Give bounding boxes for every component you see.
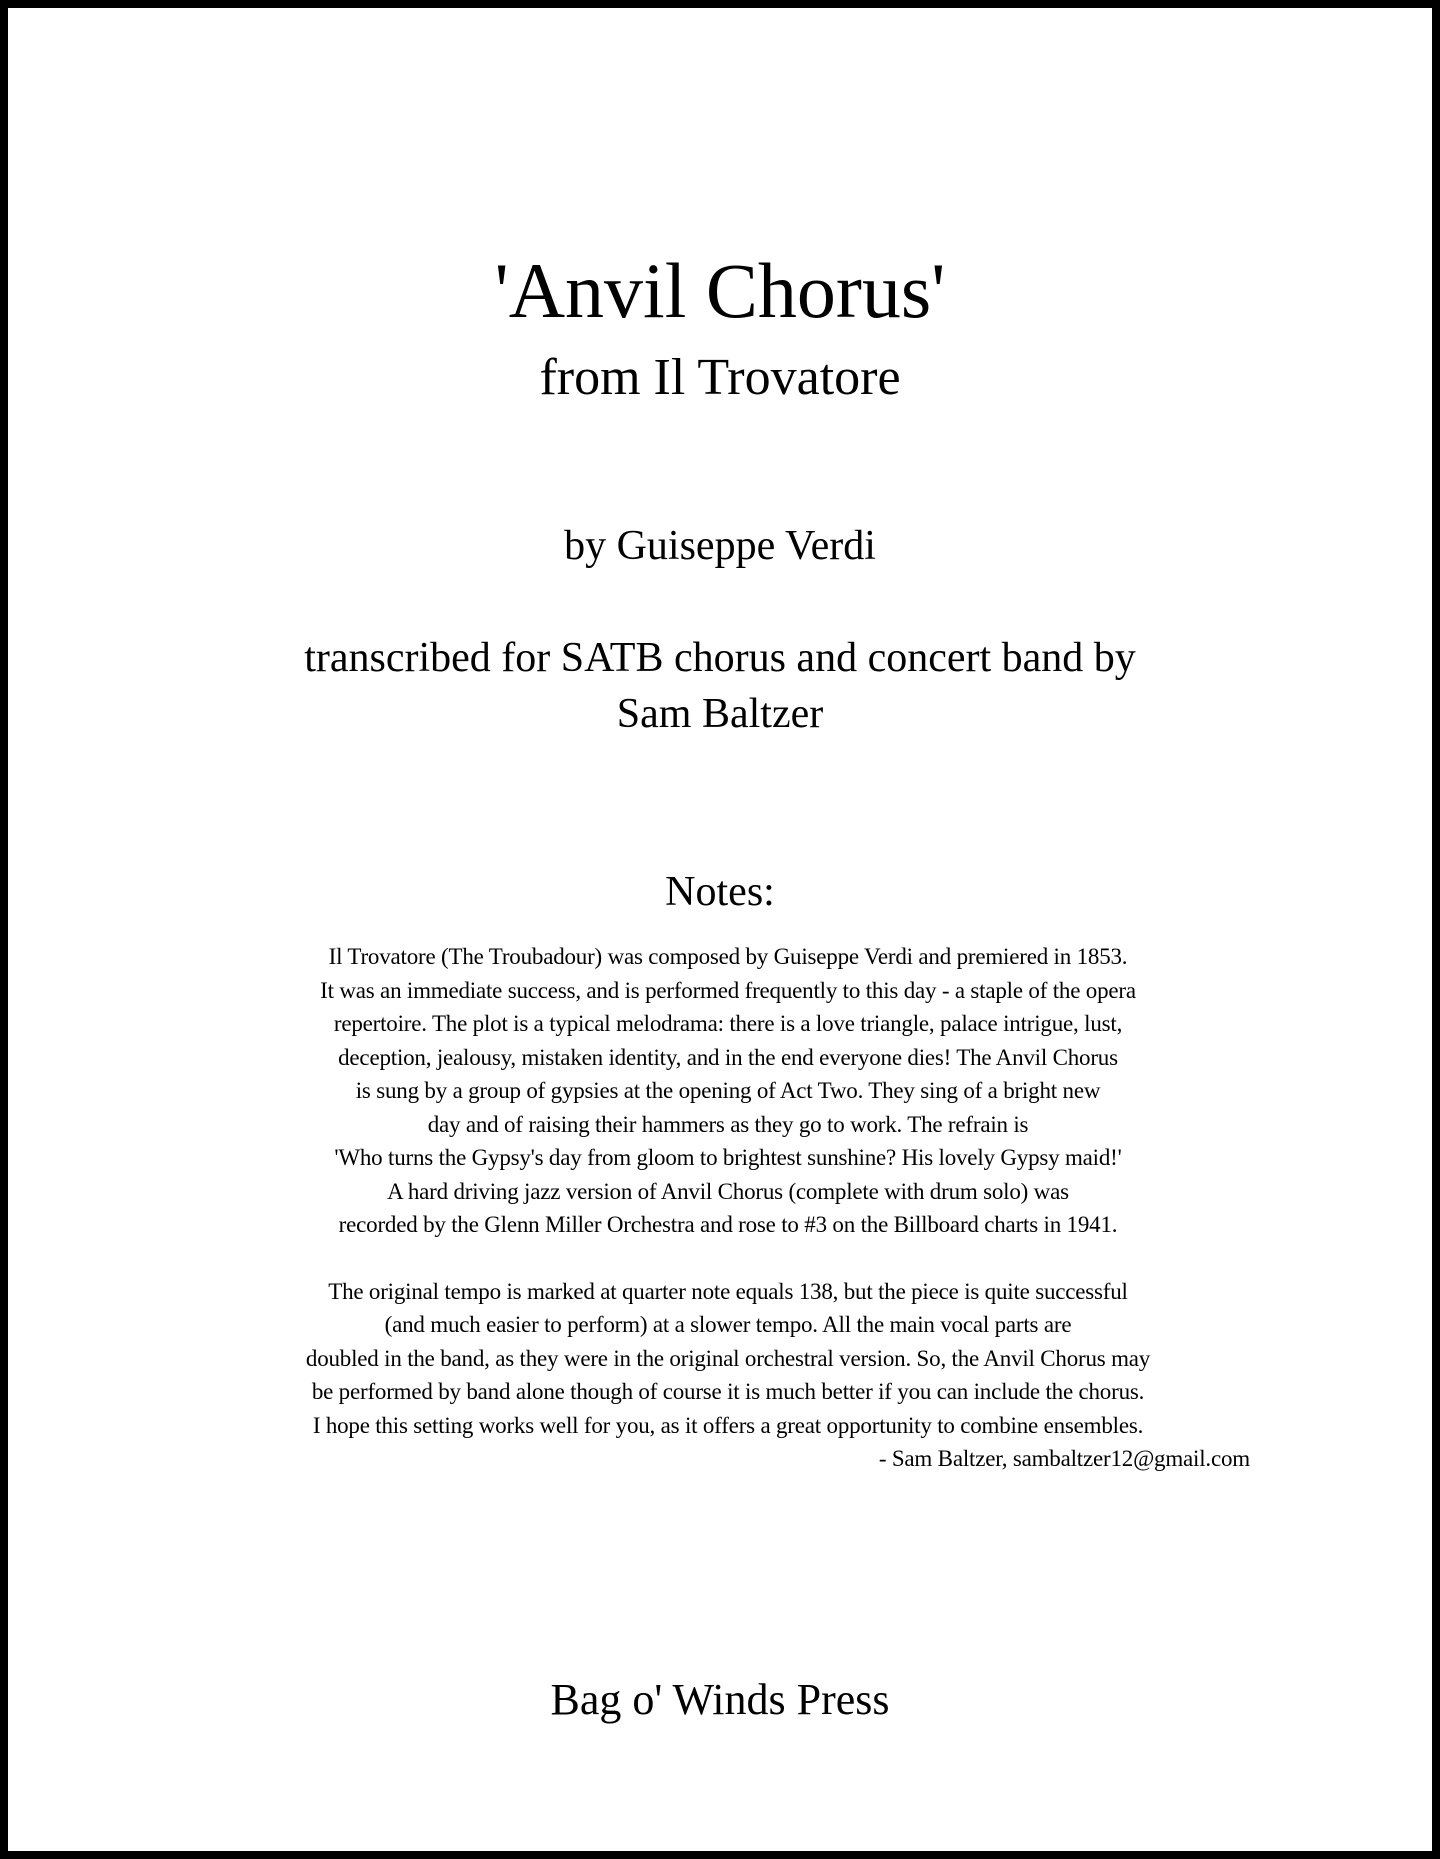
publisher-name: Bag o' Winds Press [550,1675,890,1724]
arranger-line-2: Sam Baltzer [616,691,824,737]
notes-body [158,940,1298,1476]
notes-line: A hard driving jazz version of Anvil Chorus (complete with drum solo) was [387,1178,1069,1204]
notes-line: be performed by band alone though of course it is much better if you can include the chorus. [311,1379,1145,1404]
notes-line: recorded by the Glenn Miller Orchestra and rose to #3 on the Billboard charts in 1941. [338,1212,1118,1237]
notes-line: doubled in the band, as they were in the original orchestral version. So, the Anvil Chorus may [305,1345,1151,1371]
notes-line: Il Trovatore (The Troubadour) was composed by Guiseppe Verdi and premiered in 1853. [328,944,1128,969]
notes-line: is sung by a group of gypsies at the opening of Act Two. They sing of a bright new [355,1078,1101,1103]
piece-title: 'Anvil Chorus' [494,247,946,334]
piece-subtitle: from Il Trovatore [539,349,901,406]
notes-signature: - Sam Baltzer, sambaltzer12@gmail.com [878,1446,1250,1471]
notes-line: repertoire. The plot is a typical melodrama: there is a love triangle, palace intrigue, lust, [333,1011,1123,1036]
notes-line: 'Who turns the Gypsy's day from gloom to brightest sunshine? His lovely Gypsy maid!' [334,1145,1122,1170]
notes-line: I hope this setting works well for you, as it offers a great opportunity to combine ensembles. [312,1412,1144,1438]
notes-line: The original tempo is marked at quarter note equals 138, but the piece is quite successful [328,1278,1128,1304]
notes-line: (and much easier to perform) at a slower tempo. All the main vocal parts are [384,1312,1072,1337]
notes-heading: Notes: [665,869,775,915]
notes-paragraph-1 [158,940,1298,1242]
arranger-line-1: transcribed for SATB chorus and concert band by [304,635,1136,681]
notes-line: day and of raising their hammers as they go to work. The refrain is [427,1111,1029,1137]
arranger-credit [8,630,1432,742]
notes-line: deception, jealousy, mistaken identity, and in the end everyone dies! The Anvil Chorus [338,1044,1118,1070]
composer-credit: by Guiseppe Verdi [564,523,876,569]
notes-line: It was an immediate success, and is performed frequently to this day - a staple of the opera [320,977,1136,1003]
notes-paragraph-2 [158,1275,1298,1476]
